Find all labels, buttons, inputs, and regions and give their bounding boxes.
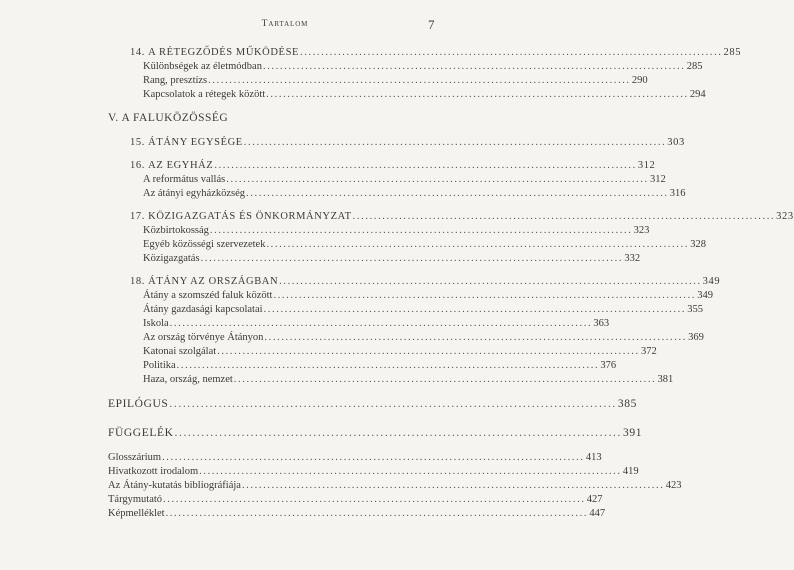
toc-entry[interactable] bbox=[143, 317, 610, 330]
leader-dots: .................................................................................................... bbox=[279, 276, 702, 287]
leader-dots: .................................................................................................... bbox=[300, 47, 723, 58]
toc-entry[interactable] bbox=[143, 238, 706, 251]
leader-dots: .................................................................................................... bbox=[174, 427, 622, 439]
page-ref: 332 bbox=[624, 253, 641, 264]
leader-dots: .................................................................................................... bbox=[176, 360, 600, 371]
running-title: Tartalom bbox=[261, 19, 309, 29]
page-ref: 294 bbox=[689, 89, 706, 100]
entry-title: Különbségek az életmódban bbox=[143, 61, 262, 72]
chapter-number: 15. bbox=[130, 137, 145, 148]
leader-dots: .................................................................................................... bbox=[273, 290, 696, 301]
entry-title: Katonai szolgálat bbox=[143, 346, 217, 357]
entry-title: Átány gazdasági kapcsolatai bbox=[143, 304, 263, 315]
chapter-number: 14. bbox=[130, 47, 145, 58]
entry-title: A református vallás bbox=[143, 174, 226, 185]
chapter-title: AZ EGYHÁZ bbox=[148, 160, 214, 171]
leader-dots: .................................................................................................... bbox=[241, 480, 665, 491]
chapter-title: KÖZIGAZGATÁS ÉS ÖNKORMÁNYZAT bbox=[148, 211, 352, 222]
toc-chapter-15[interactable] bbox=[130, 136, 685, 149]
page-ref: 413 bbox=[585, 452, 602, 463]
page-ref: 290 bbox=[631, 75, 648, 86]
entry-title: Tárgymutató bbox=[108, 494, 163, 505]
entry-title: Hivatkozott irodalom bbox=[108, 466, 199, 477]
entry-title: Átány a szomszéd faluk között bbox=[143, 290, 273, 301]
entry-title: Kapcsolatok a rétegek között bbox=[143, 89, 266, 100]
toc-entry[interactable] bbox=[108, 451, 602, 464]
leader-dots: .................................................................................................... bbox=[266, 239, 689, 250]
page-ref: 285 bbox=[723, 47, 742, 58]
section-title: FÜGGELÉK bbox=[108, 427, 174, 439]
entry-title: Politika bbox=[143, 360, 176, 371]
toc-chapter-14[interactable] bbox=[130, 46, 742, 59]
toc-entry[interactable] bbox=[143, 173, 666, 186]
chapter-number: 17. bbox=[130, 211, 145, 222]
page-ref: 312 bbox=[637, 160, 656, 171]
toc-entry[interactable] bbox=[143, 289, 713, 302]
page-ref: 363 bbox=[593, 318, 610, 329]
entry-title: Glosszárium bbox=[108, 452, 162, 463]
entry-title: Iskola bbox=[143, 318, 169, 329]
toc-entry[interactable] bbox=[143, 331, 704, 344]
toc-chapter-16[interactable] bbox=[130, 159, 656, 172]
toc-entry[interactable] bbox=[143, 60, 703, 73]
toc-entry[interactable] bbox=[108, 507, 606, 520]
page-ref: 323 bbox=[776, 211, 794, 222]
entry-title: Az ország törvénye Átányon bbox=[143, 332, 264, 343]
page-ref: 372 bbox=[640, 346, 657, 357]
toc-chapter-18[interactable] bbox=[130, 275, 721, 288]
toc-entry[interactable] bbox=[143, 224, 650, 237]
chapter-number: 16. bbox=[130, 160, 145, 171]
leader-dots: .................................................................................................... bbox=[209, 225, 633, 236]
toc-entry[interactable] bbox=[108, 479, 682, 492]
toc-epilogue[interactable] bbox=[108, 398, 637, 411]
page-ref: 381 bbox=[657, 374, 674, 385]
leader-dots: .................................................................................................... bbox=[233, 374, 657, 385]
chapter-number: 18. bbox=[130, 276, 145, 287]
chapter-title: ÁTÁNY EGYSÉGE bbox=[148, 137, 243, 148]
page-ref: 355 bbox=[687, 304, 704, 315]
toc-entry[interactable] bbox=[143, 345, 657, 358]
section-title: EPILÓGUS bbox=[108, 398, 169, 410]
page-number: 7 bbox=[428, 17, 435, 32]
leader-dots: .................................................................................................... bbox=[169, 398, 617, 410]
entry-title: Képmelléklet bbox=[108, 508, 165, 519]
page-ref: 369 bbox=[688, 332, 704, 343]
toc-entry[interactable] bbox=[108, 493, 603, 506]
entry-title: Egyéb közösségi szervezetek bbox=[143, 239, 266, 250]
page-ref: 391 bbox=[623, 427, 643, 439]
page-ref: 312 bbox=[649, 174, 666, 185]
leader-dots: .................................................................................................... bbox=[243, 137, 667, 148]
leader-dots: .................................................................................................... bbox=[208, 75, 631, 86]
page-ref: 427 bbox=[586, 494, 603, 505]
page-ref: 285 bbox=[686, 61, 703, 72]
entry-title: Az átányi egyházközség bbox=[143, 188, 246, 199]
toc-entry[interactable] bbox=[143, 373, 674, 386]
entry-title: Haza, ország, nemzet bbox=[143, 374, 233, 385]
page-ref: 316 bbox=[669, 188, 686, 199]
entry-title: Közbirtokosság bbox=[143, 225, 209, 236]
entry-title: Az Átány-kutatás bibliográfiája bbox=[108, 480, 241, 491]
leader-dots: .................................................................................................... bbox=[352, 211, 776, 222]
toc-entry[interactable] bbox=[143, 252, 641, 265]
leader-dots: .................................................................................................... bbox=[214, 160, 637, 171]
running-header bbox=[0, 19, 570, 35]
page-ref: 385 bbox=[617, 398, 637, 410]
page-ref: 419 bbox=[622, 466, 639, 477]
toc-entry[interactable] bbox=[143, 303, 704, 316]
toc-entry[interactable] bbox=[143, 74, 648, 87]
page-ref: 323 bbox=[633, 225, 650, 236]
page-ref: 349 bbox=[702, 276, 721, 287]
toc-entry[interactable] bbox=[143, 359, 617, 372]
toc-part-title[interactable]: V. A FALUKÖZÖSSÉG bbox=[108, 112, 229, 124]
page-ref: 303 bbox=[667, 137, 685, 148]
page-ref: 349 bbox=[697, 290, 713, 301]
toc-entry[interactable] bbox=[108, 465, 639, 478]
page-ref: 376 bbox=[600, 360, 617, 371]
page-ref: 328 bbox=[690, 239, 706, 250]
leader-dots: .................................................................................................... bbox=[163, 494, 586, 505]
leader-dots: .................................................................................................... bbox=[246, 188, 669, 199]
chapter-title: ÁTÁNY AZ ORSZÁGBAN bbox=[148, 276, 279, 287]
page-ref: 423 bbox=[665, 480, 682, 491]
leader-dots: .................................................................................................... bbox=[162, 452, 585, 463]
toc-chapter-17[interactable] bbox=[130, 210, 794, 223]
leader-dots: .................................................................................................... bbox=[226, 174, 649, 185]
entry-title: Közigazgatás bbox=[143, 253, 200, 264]
toc-entry[interactable] bbox=[143, 187, 686, 200]
leader-dots: .................................................................................................... bbox=[266, 89, 689, 100]
leader-dots: .................................................................................................... bbox=[200, 253, 624, 264]
leader-dots: .................................................................................................... bbox=[165, 508, 589, 519]
toc-entry[interactable] bbox=[143, 88, 706, 101]
leader-dots: .................................................................................................... bbox=[169, 318, 593, 329]
toc-appendix[interactable] bbox=[108, 427, 643, 440]
leader-dots: .................................................................................................... bbox=[199, 466, 622, 477]
leader-dots: .................................................................................................... bbox=[262, 61, 686, 72]
page-ref: 447 bbox=[589, 508, 606, 519]
leader-dots: .................................................................................................... bbox=[217, 346, 640, 357]
leader-dots: .................................................................................................... bbox=[263, 304, 687, 315]
entry-title: Rang, presztízs bbox=[143, 75, 208, 86]
chapter-title: A RÉTEGZŐDÉS MŰKÖDÉSE bbox=[148, 47, 300, 58]
leader-dots: .................................................................................................... bbox=[264, 332, 687, 343]
